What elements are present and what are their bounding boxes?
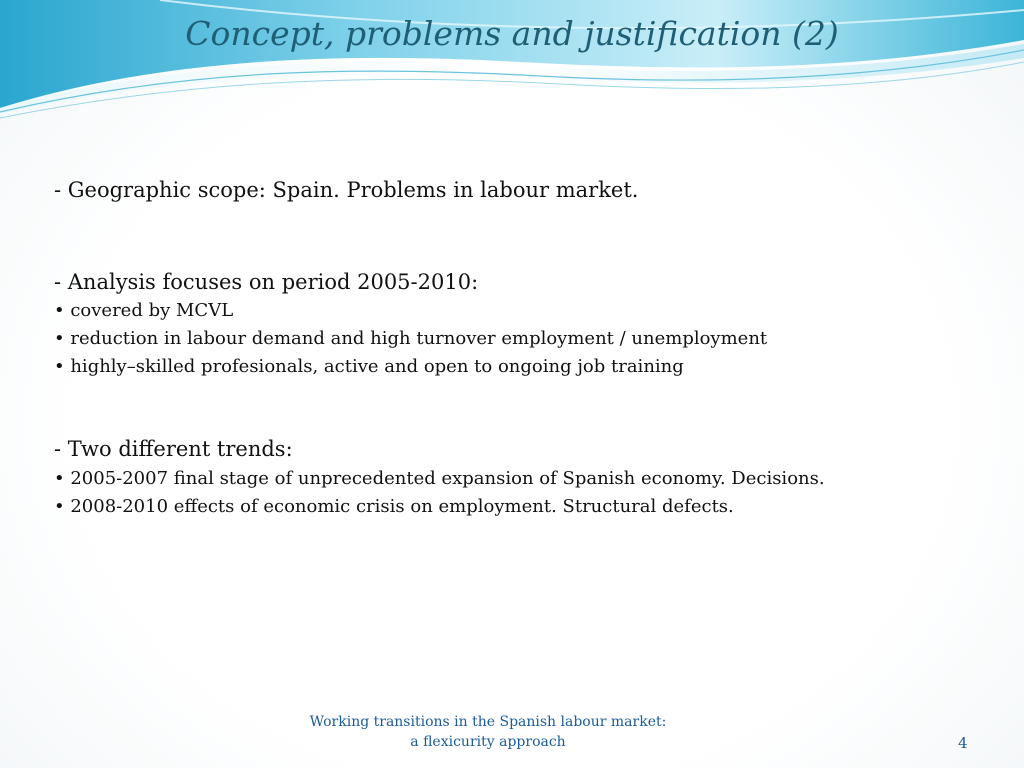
trends-bullet: • 2005-2007 final stage of unprecedented expansion of Spanish economy. Decisions. [54,468,825,489]
slide-footer [300,712,676,752]
trends-bullet: • 2008-2010 effects of economic crisis on employment. Structural defects. [54,496,734,517]
trends-heading: - Two different trends: [54,437,293,461]
analysis-bullet: • highly–skilled profesionals, active and open to ongoing job training [54,356,684,377]
analysis-bullet: • covered by MCVL [54,300,234,321]
footer-line-2: a flexicurity approach [410,734,566,750]
analysis-bullet: • reduction in labour demand and high turnover employment / unemployment [54,328,768,349]
analysis-heading: - Analysis focuses on period 2005-2010: [54,270,479,294]
scope-line: - Geographic scope: Spain. Problems in labour market. [54,178,639,202]
page-number: 4 [958,734,968,752]
slide-title: Concept, problems and justification (2) [185,14,839,53]
footer-line-1: Working transitions in the Spanish labour market: [309,714,667,730]
